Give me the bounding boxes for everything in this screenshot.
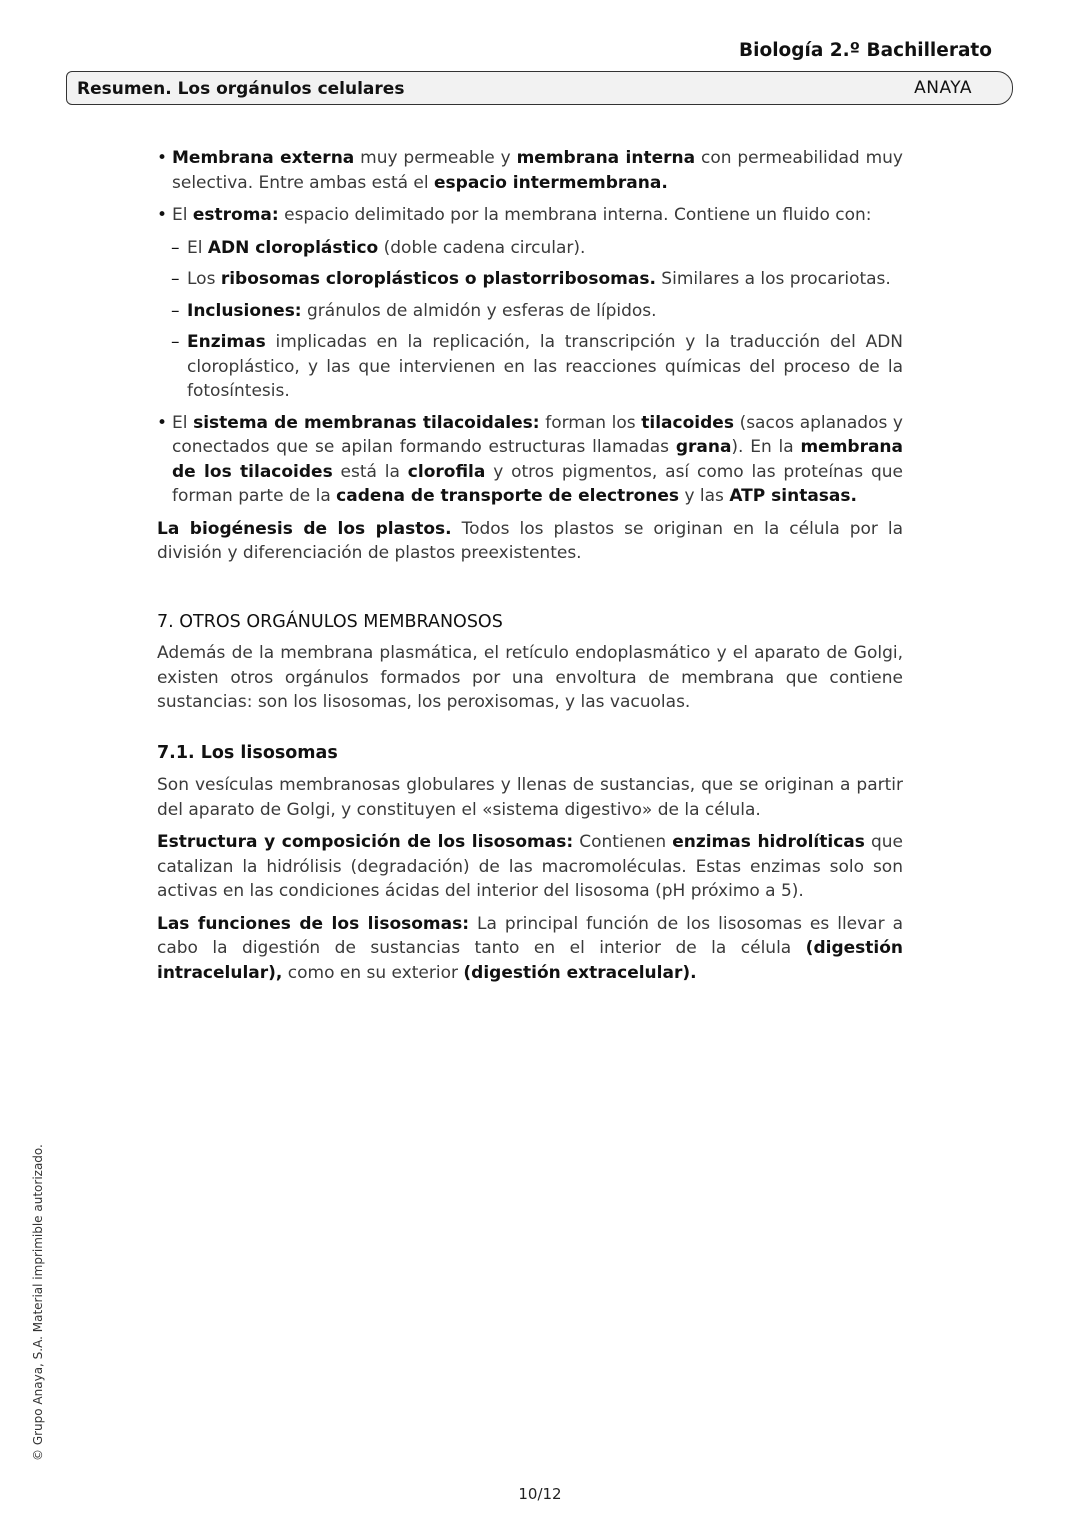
anaya-logo: ANAYA bbox=[914, 78, 972, 98]
page-number: 10/12 bbox=[518, 1485, 562, 1503]
bullet-estroma: • El estroma: espacio delimitado por la membrana interna. Contiene un fluido con: bbox=[157, 203, 903, 228]
dash-inclusiones: – Inclusiones: gránulos de almidón y esferas de lípidos. bbox=[157, 299, 903, 324]
dash-ribosomas: – Los ribosomas cloroplásticos o plastorribosomas. Similares a los procariotas. bbox=[157, 267, 903, 292]
subsection-heading: 7.1. Los lisosomas bbox=[157, 742, 338, 763]
paragraph-lisosomas-structure: Estructura y composición de los lisosomas: Contienen enzimas hidrolíticas que catalizan la hidrólisis (degradación) de las macromoléculas. Estas enzimas solo son activas en las condiciones ácidas del interior del lisosoma (pH próximo a 5). bbox=[157, 832, 903, 901]
paragraph-lisosomas-definition: Son vesículas membranosas globulares y llenas de sustancias, que se originan a partir del aparato de Golgi, y constituyen el «sistema digestivo» de la célula. bbox=[157, 775, 903, 820]
bullet-tilacoides: • El sistema de membranas tilacoidales: forman los tilacoides (sacos aplanados y conectados que se apilan formando estructuras llamadas grana). En la membrana de los tilacoides está la clorofila y otros pigmentos, así como las proteínas que forman parte de la cadena de transporte de electrones y las ATP sintasas. bbox=[157, 411, 903, 509]
header-bar bbox=[66, 71, 1013, 105]
subject-title: Biología 2.º Bachillerato bbox=[739, 40, 992, 61]
main-content bbox=[157, 146, 903, 993]
dash-adn: – El ADN cloroplástico (doble cadena circular). bbox=[157, 236, 903, 261]
dash-enzimas: – Enzimas implicadas en la replicación, la transcripción y la traducción del ADN cloroplástico, y las que intervienen en las reacciones químicas del proceso de la fotosíntesis. bbox=[157, 330, 903, 404]
document-title: Resumen. Los orgánulos celulares bbox=[77, 79, 405, 99]
paragraph-lisosomas-functions: Las funciones de los lisosomas: La principal función de los lisosomas es llevar a cabo la digestión de sustancias tanto en el interior de la célula (digestión intracelular), como en su exterior (digestión extracelular). bbox=[157, 913, 903, 983]
paragraph-biogenesis: La biogénesis de los plastos. Todos los plastos se originan en la célula por la división y diferenciación de plastos preexistentes. bbox=[157, 518, 903, 563]
section-heading: 7. OTROS ORGÁNULOS MEMBRANOSOS bbox=[157, 611, 503, 632]
section-intro: Además de la membrana plasmática, el retículo endoplasmático y el aparato de Golgi, existen otros orgánulos formados por una envoltura de membrana que contiene sustancias: son los lisosomas, los peroxisomas, y las vacuolas. bbox=[157, 643, 903, 712]
bullet-membranas: • Membrana externa muy permeable y membrana interna con permeabilidad muy selectiva. Entre ambas está el espacio intermembrana. bbox=[157, 146, 903, 195]
copyright-notice: © Grupo Anaya, S.A. Material imprimible autorizado. bbox=[31, 1144, 45, 1461]
